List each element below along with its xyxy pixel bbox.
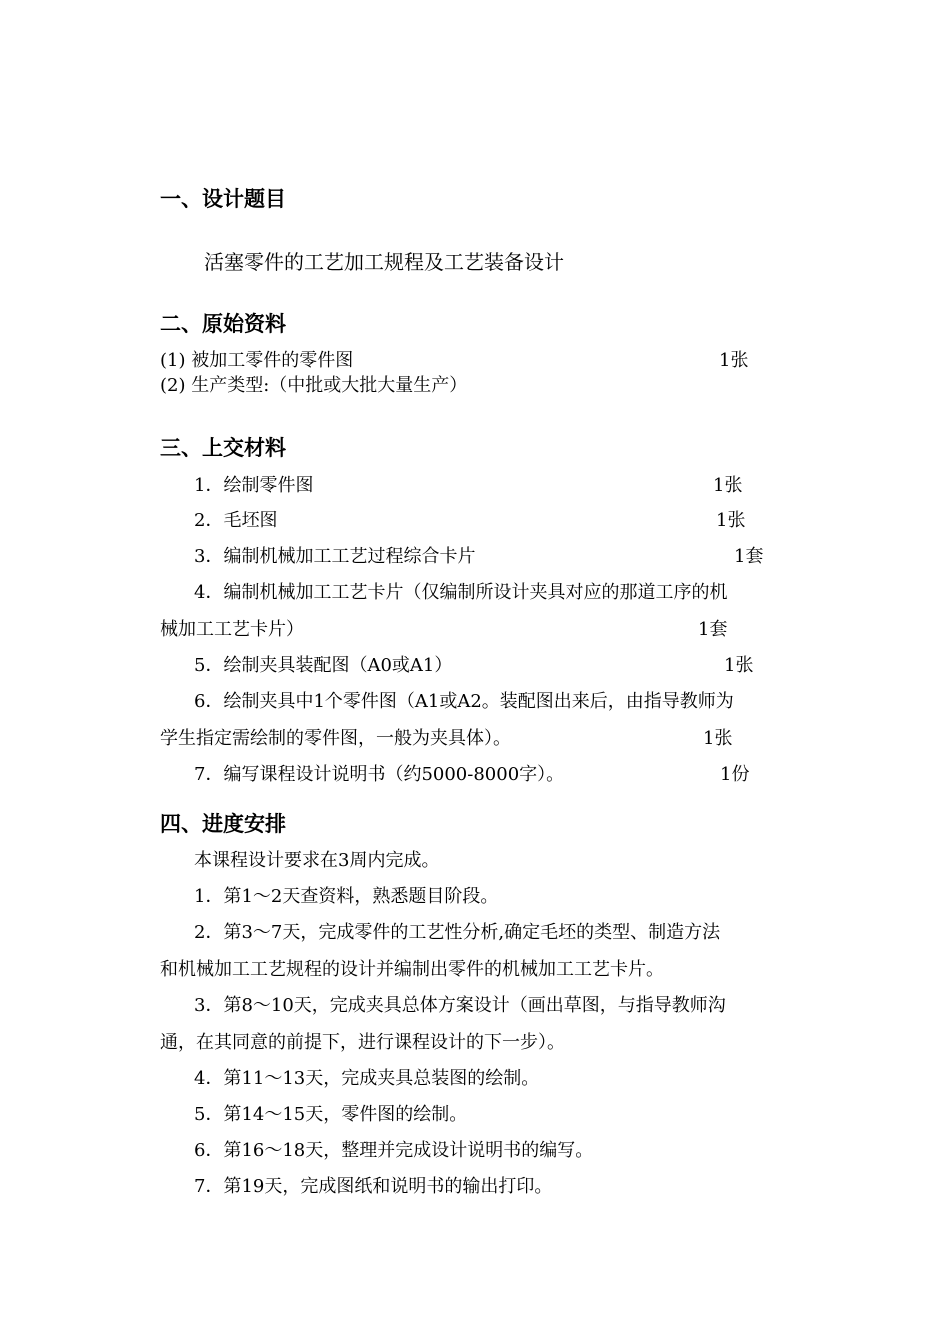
source-item-1-qty: 1张 xyxy=(719,350,749,371)
submission-item-4-line-2: 械加工工艺卡片） xyxy=(160,619,304,640)
schedule-item-3-line-1: 3．第8～10天，完成夹具总体方案设计（画出草图，与指导教师沟 xyxy=(194,995,726,1016)
submission-item-3-qty: 1套 xyxy=(734,546,764,567)
source-item-2: (2) 生产类型:（中批或大批大量生产） xyxy=(160,375,468,396)
schedule-item-3-line-2: 通，在其同意的前提下，进行课程设计的下一步）。 xyxy=(160,1032,565,1053)
submission-item-1-qty: 1张 xyxy=(713,475,743,496)
submission-item-7: 7．编写课程设计说明书（约5000-8000字）。 xyxy=(194,764,565,785)
submission-item-5-qty: 1张 xyxy=(724,655,754,676)
section-heading-schedule: 四、进度安排 xyxy=(160,812,286,836)
section-heading-design-topic: 一、设计题目 xyxy=(160,187,286,211)
schedule-item-2-line-2: 和机械加工工艺规程的设计并编制出零件的机械加工工艺卡片。 xyxy=(160,959,664,980)
submission-item-3: 3．编制机械加工工艺过程综合卡片 xyxy=(194,546,476,567)
submission-item-6-line-2: 学生指定需绘制的零件图，一般为夹具体）。 xyxy=(160,728,511,749)
submission-item-6-qty: 1张 xyxy=(703,728,733,749)
design-topic-title: 活塞零件的工艺加工规程及工艺装备设计 xyxy=(204,250,564,274)
submission-item-7-qty: 1份 xyxy=(720,764,750,785)
section-heading-source-materials: 二、原始资料 xyxy=(160,312,286,336)
schedule-item-6: 6．第16～18天，整理并完成设计说明书的编写。 xyxy=(194,1140,594,1161)
schedule-item-1: 1．第1～2天查资料，熟悉题目阶段。 xyxy=(194,886,499,907)
submission-item-4-qty: 1套 xyxy=(698,619,728,640)
schedule-item-2-line-1: 2．第3～7天，完成零件的工艺性分析,确定毛坯的类型、制造方法 xyxy=(194,922,721,943)
section-heading-submission: 三、上交材料 xyxy=(160,436,286,460)
submission-item-2-qty: 1张 xyxy=(716,510,746,531)
schedule-item-7: 7．第19天，完成图纸和说明书的输出打印。 xyxy=(194,1176,553,1197)
submission-item-4-line-1: 4．编制机械加工工艺卡片（仅编制所设计夹具对应的那道工序的机 xyxy=(194,582,728,603)
source-item-1: (1) 被加工零件的零件图 xyxy=(160,350,354,371)
submission-item-5: 5．绘制夹具装配图（A0或A1） xyxy=(194,655,453,676)
schedule-item-5: 5．第14～15天，零件图的绘制。 xyxy=(194,1104,468,1125)
submission-item-6-line-1: 6．绘制夹具中1个零件图（A1或A2。装配图出来后，由指导教师为 xyxy=(194,691,734,712)
submission-item-2: 2．毛坯图 xyxy=(194,510,278,531)
submission-item-1: 1．绘制零件图 xyxy=(194,475,314,496)
schedule-intro: 本课程设计要求在3周内完成。 xyxy=(194,850,440,871)
schedule-item-4: 4．第11～13天，完成夹具总装图的绘制。 xyxy=(194,1068,540,1089)
